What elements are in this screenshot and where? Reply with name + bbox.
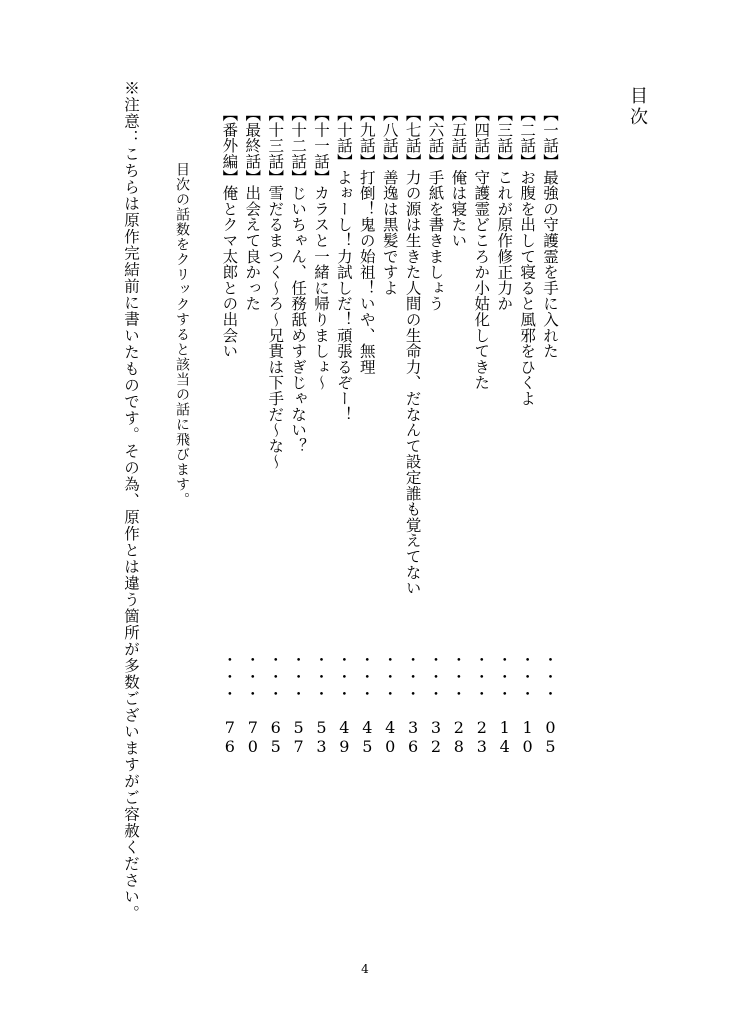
toc-entry-title[interactable]: 【十話】よぉーし！力試しだ！頑張るぞー！	[334, 106, 353, 422]
toc-entry[interactable]	[403, 106, 423, 766]
toc-heading: 目次	[627, 86, 648, 128]
toc-leader-dots: ・・・	[243, 652, 262, 703]
toc-page-number[interactable]: 36	[403, 718, 423, 756]
toc-page-number[interactable]: 28	[449, 718, 469, 756]
toc-entry[interactable]	[334, 106, 354, 766]
toc-entry-title[interactable]: 【二話】お腹を出して寝ると風邪をひくよ	[518, 106, 537, 407]
toc-leader-dots: ・・・	[220, 652, 239, 703]
toc-entry-title[interactable]: 【十二話】じいちゃん、任務舐めすぎじゃない？	[289, 106, 308, 454]
toc-page-number[interactable]: 14	[495, 718, 515, 756]
toc-page-number[interactable]: 23	[472, 718, 492, 756]
toc-entry[interactable]	[242, 106, 262, 766]
toc-leader-dots: ・・・	[357, 652, 376, 703]
toc-page-number[interactable]: 76	[220, 718, 240, 756]
toc-entry-title[interactable]: 【九話】打倒！鬼の始祖！いや、無理	[357, 106, 376, 375]
toc-leader-dots: ・・・	[266, 652, 285, 703]
toc-entry[interactable]	[219, 106, 239, 766]
toc-entry[interactable]	[517, 106, 537, 766]
toc-page-number[interactable]: 57	[289, 718, 309, 756]
toc-instruction: 目次の話数をクリックすると該当の話に飛びます。	[174, 162, 190, 507]
toc-page-number[interactable]: 05	[541, 718, 560, 756]
toc-page-number[interactable]: 65	[266, 718, 286, 756]
toc-entry[interactable]	[265, 106, 285, 766]
toc-page-number[interactable]: 70	[243, 718, 263, 756]
toc-page-number[interactable]: 53	[312, 718, 331, 756]
toc-page-number[interactable]: 40	[380, 718, 400, 756]
toc-leader-dots: ・・・	[289, 652, 308, 703]
toc-entry-title[interactable]: 【最終話】出会えて良かった	[243, 106, 262, 312]
toc-entry[interactable]	[426, 106, 446, 766]
toc-entry[interactable]	[357, 106, 377, 766]
toc-entry-title[interactable]: 【七話】力の源は生きた人間の生命力、だなんて設定誰も覚えてない	[403, 106, 422, 596]
toc-leader-dots: ・・・	[541, 652, 559, 703]
author-note: ※注意：こちらは原作完結前に書いたものです。その為、原作とは違う箇所が多数ございますがご容赦ください。	[122, 80, 140, 922]
toc-entry-title[interactable]: 【六話】手紙を書きましょう	[426, 106, 445, 312]
toc-page-number[interactable]: 49	[334, 718, 354, 756]
toc-entry[interactable]	[471, 106, 491, 766]
toc-entry[interactable]	[288, 106, 308, 766]
toc-entry-title[interactable]: 【十三話】雪だるまつく～ろ～兄貴は下手だ～な～	[266, 106, 285, 470]
toc-entry-title[interactable]: 【五話】俺は寝たい	[449, 106, 468, 249]
toc-entry[interactable]	[380, 106, 400, 766]
toc-entry-title[interactable]: 【十一話】カラスと一緒に帰りましょ～	[312, 106, 330, 391]
toc-leader-dots: ・・・	[495, 652, 514, 703]
toc-leader-dots: ・・・	[426, 652, 445, 703]
page-number: 4	[361, 962, 369, 976]
toc-entry-title[interactable]: 【番外編】俺とクマ太郎との出会い	[220, 106, 239, 359]
toc-page-number[interactable]: 10	[518, 718, 538, 756]
toc-entry[interactable]	[494, 106, 514, 766]
toc-leader-dots: ・・・	[518, 652, 537, 703]
toc-entry[interactable]	[540, 106, 560, 766]
toc-entry-title[interactable]: 【四話】守護霊どころか小姑化してきた	[472, 106, 491, 391]
toc-leader-dots: ・・・	[449, 652, 468, 703]
toc-page-number[interactable]: 32	[426, 718, 446, 756]
toc-entry-title[interactable]: 【八話】善逸は黒髪ですよ	[380, 106, 399, 296]
toc-entry-title[interactable]: 【三話】これが原作修正力か	[495, 106, 514, 312]
toc-leader-dots: ・・・	[380, 652, 399, 703]
toc-leader-dots: ・・・	[403, 652, 422, 703]
toc-entry[interactable]	[311, 106, 331, 766]
toc-leader-dots: ・・・	[472, 652, 491, 703]
toc-leader-dots: ・・・	[334, 652, 353, 703]
toc-entry-title[interactable]: 【一話】最強の守護霊を手に入れた	[541, 106, 559, 359]
toc-page-number[interactable]: 45	[357, 718, 377, 756]
toc-leader-dots: ・・・	[312, 652, 330, 703]
toc-entry[interactable]	[448, 106, 468, 766]
